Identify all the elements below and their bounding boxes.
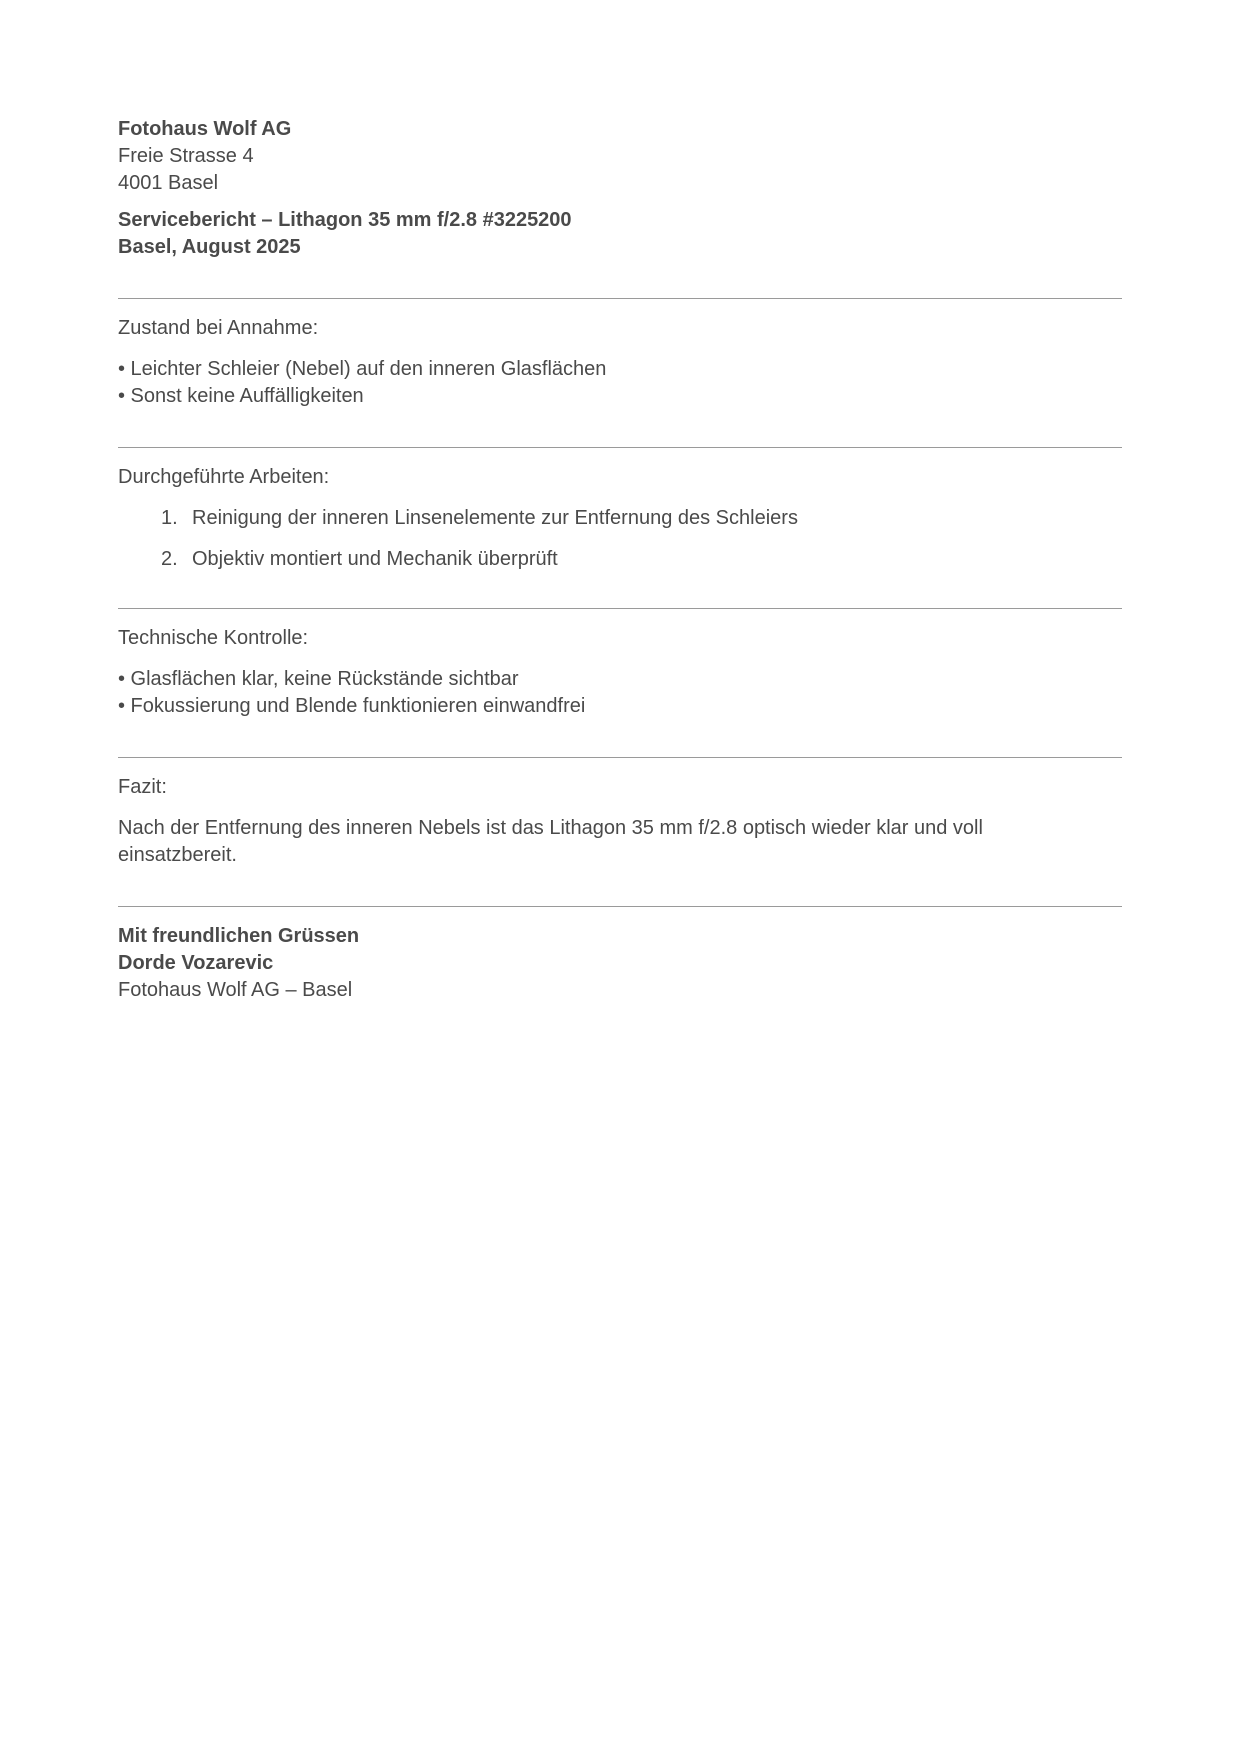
condition-label: Zustand bei Annahme: <box>118 317 319 339</box>
list-item: • Sonst keine Auffälligkeiten <box>118 385 364 407</box>
list-number: 1. <box>161 507 178 529</box>
list-item: • Leichter Schleier (Nebel) auf den inneren Glasflächen <box>118 358 607 380</box>
signatory-name: Dorde Vozarevic <box>118 952 274 974</box>
divider <box>118 608 1122 609</box>
list-item <box>161 505 1122 532</box>
list-text: Objektiv montiert und Mechanik überprüft <box>192 548 558 570</box>
sender-company: Fotohaus Wolf AG <box>118 118 292 140</box>
divider <box>118 906 1122 907</box>
subject-block <box>118 207 1122 261</box>
list-item: • Glasflächen klar, keine Rückstände sichtbar <box>118 668 519 690</box>
work-list <box>118 505 1122 573</box>
conclusion-text: Nach der Entfernung des inneren Nebels ist das Lithagon 35 mm f/2.8 optisch wieder klar und voll einsatzbereit. <box>118 817 983 866</box>
divider <box>118 447 1122 448</box>
list-item: • Fokussierung und Blende funktionieren einwandfrei <box>118 695 586 717</box>
report-place-date: Basel, August 2025 <box>118 236 301 258</box>
report-title: Servicebericht – Lithagon 35 mm f/2.8 #3225200 <box>118 209 572 231</box>
divider <box>118 757 1122 758</box>
conclusion-section <box>118 774 1122 869</box>
condition-list <box>118 356 1122 410</box>
control-list <box>118 666 1122 720</box>
control-section <box>118 625 1122 720</box>
condition-section <box>118 315 1122 410</box>
sender-address <box>118 116 1122 197</box>
list-number: 2. <box>161 548 178 570</box>
document-page <box>118 116 1122 1004</box>
work-label: Durchgeführte Arbeiten: <box>118 466 330 488</box>
sender-city: 4001 Basel <box>118 172 219 194</box>
sender-street: Freie Strasse 4 <box>118 145 254 167</box>
list-item <box>161 546 1122 573</box>
conclusion-label: Fazit: <box>118 776 167 798</box>
work-section <box>118 464 1122 573</box>
divider <box>118 298 1122 299</box>
control-label: Technische Kontrolle: <box>118 627 309 649</box>
list-text: Reinigung der inneren Linsenelemente zur Entfernung des Schleiers <box>192 507 798 529</box>
closing-block <box>118 923 1122 1004</box>
closing-greeting: Mit freundlichen Grüssen <box>118 925 360 947</box>
signatory-company: Fotohaus Wolf AG – Basel <box>118 979 353 1001</box>
